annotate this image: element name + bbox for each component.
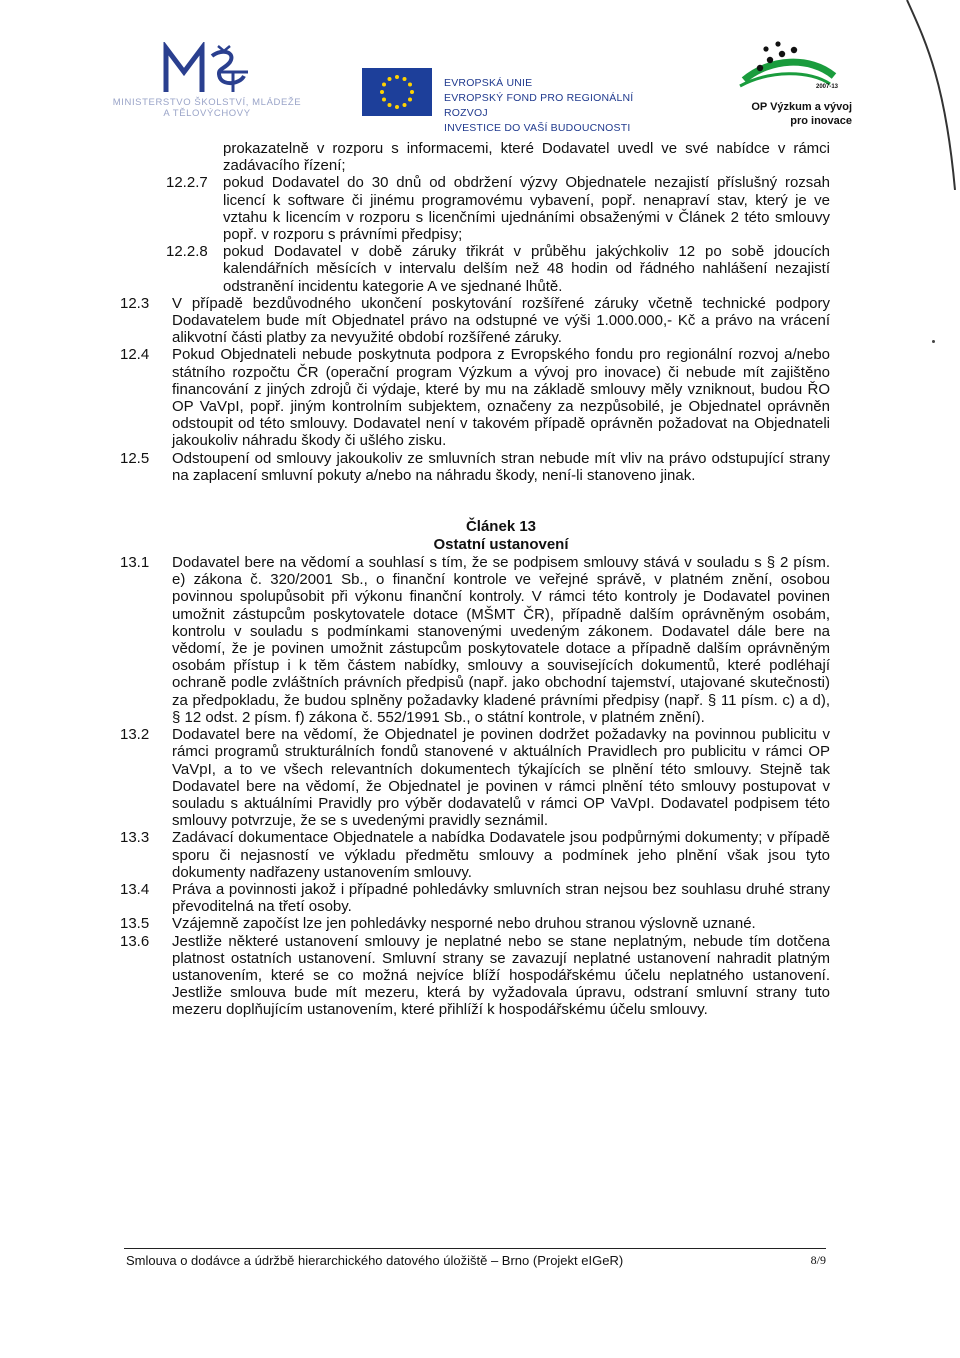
scan-speck <box>932 340 935 343</box>
item-number: 13.5 <box>120 915 150 933</box>
msmt-caption: MINISTERSTVO ŠKOLSTVÍ, MLÁDEŽE A TĚLOVÝCHOVY <box>112 97 302 119</box>
op-caption <box>712 100 852 128</box>
list-item <box>120 174 830 243</box>
eu-caption <box>444 76 662 136</box>
item-number: 12.4 <box>120 346 150 364</box>
article-subtitle: Ostatní ustanovení <box>433 536 569 554</box>
eu-line-1: EVROPSKÁ UNIE <box>444 77 533 89</box>
item-text: Dodavatel bere na vědomí, že Objednatel je povinen dodržet požadavky na povinnou publicitu v rámci programů strukturálních fondů stanovené v aktuálních Pravidlech pro publicitu v rámci OP VaVpI, a to ve všech relevantních dokumentech týkajících se plnění této smlouvy. Stejně tak Dodavatel bere na vědomí, že Objednatel je povinen v rámci plnění této smlouvy postupovat v souladu s aktuálními Pravidly pro výběr dodavatelů v rámci OP VaVpI. Dodavatel podpisem této smlouvy potvrzuje, že se s uvedenými pravidly seznámil. <box>172 726 830 830</box>
item-text: Dodavatel bere na vědomí a souhlasí s tím, že se podpisem smlouvy stává v souladu s § 2 písm. e) zákona č. 320/2001 Sb., o finanční kontrole ve veřejné správě, v platném znění, osobou povinnou spolupůsobit při výkonu finanční kontroly. V rámci této kontroly je Dodavatel povinen umožnit zástupcům poskytovatele dotace (MŠMT ČR), případně dalším oprávněným osobám, kontrolu v souladu s podmínkami stanovenými uvedeným zákonem. Dodavatel dále bere na vědomí, že je povinen umožnit zástupcům poskytovatele dotace a případně dalším oprávněným osobám přístup i k těm částem nabídky, smlouvy a souvisejících dokumentů, které podléhají ochraně podle zvláštních právních předpisů (např. jako obchodní tajemství, utajované skutečnosti) za předpokladu, že budou splněny požadavky kladené právními předpisy (např. § 11 písm. c) a d), § 12 odst. 2 písm. f) zákona č. 552/1991 Sb., o státní kontrole, v platném znění). <box>172 554 830 726</box>
item-number: 12.2.7 <box>166 174 208 192</box>
item-text: Pokud Objednateli nebude poskytnuta podpora z Evropského fondu pro regionální rozvoj a/nebo státního rozpočtu ČR (operační program Výzkum a vývoj pro inovace) či nebude mít zajištěno financování z jiných zdrojů či výdaje, které by mu na základě smlouvy měly vzniknout, budou ŘO OP VaVpI, popř. jiným kontrolním subjektem, označeny za nezpůsobilé, je Objednatel oprávněn odstoupit od této smlouvy. Dodavatel není v takovém případě oprávněn požadovat na Objednateli jakoukoliv náhradu škody či ušlého zisku. <box>172 346 830 450</box>
list-item <box>120 726 830 829</box>
op-years-label: 2007-13 <box>816 84 839 90</box>
item-text: V případě bezdůvodného ukončení poskytování rozšířené záruky včetně technické podpory Dodavatelem bude mít Objednatel právo na odstupné ve výši 1.000.000,- Kč a právo na vrácení alikvotní části platby za nevyužité období rozšířené záruky. <box>172 294 830 347</box>
list-item <box>120 450 830 484</box>
article-title: Článek 13 <box>465 518 537 536</box>
list-item <box>120 829 830 881</box>
msmt-logo-block <box>112 42 302 132</box>
item-number: 13.3 <box>120 829 150 847</box>
item-text: pokud Dodavatel v době záruky třikrát v průběhu jakýchkoliv 12 po sobě jdoucích kalendářních měsících v intervalu delším než 48 hodin od řádného nahlášení nezajistí odstranění incidentu kategorie A ve sjednané lhůtě. <box>223 243 830 295</box>
eu-logo-block <box>362 68 662 134</box>
item-text: pokud Dodavatel do 30 dnů od obdržení výzvy Objednatele nezajistí příslušný rozsah licencí k software či jinému programovému vybavení, popř. nenapraví stav, který je ve vztahu k licencím v rozporu s licenčními ujednáními obsaženými v Článek 2 této smlouvy popř. v rozporu s právními předpisy; <box>223 174 830 244</box>
item-text: Odstoupení od smlouvy jakoukoliv ze smluvních stran nebude mít vliv na právo odstupující strany na zaplacení smluvní pokuty a/nebo na náhradu škody, není-li stanoveno jinak. <box>172 449 830 484</box>
list-item <box>120 915 830 932</box>
list-item <box>120 346 830 449</box>
eu-flag-icon <box>362 68 432 116</box>
document-body <box>120 140 830 1019</box>
item-text: Zadávací dokumentace Objednatele a nabídka Dodavatele jsou podpůrnými dokumenty; v případě sporu či nejasností ve výkladu předmětu smlouvy a podmínek jeho plnění však jsou tyto dokumenty nadřazeny ustanovením smlouvy. <box>172 829 830 881</box>
page-header <box>0 0 960 140</box>
item-text: Práva a povinnosti jakož i případné pohledávky smluvních stran nejsou bez souhlasu druhé strany převoditelná na třetí osoby. <box>172 880 830 916</box>
item-text: Vzájemně započíst lze jen pohledávky nesporné nebo druhou stranou výslovně uznané. <box>172 915 756 933</box>
item-number: 13.6 <box>120 932 150 950</box>
list-item <box>120 295 830 347</box>
page-number: 8/9 <box>810 1253 826 1267</box>
footer-title: Smlouva o dodávce a údržbě hierarchického datového úložiště – Brno (Projekt eIGeR) <box>126 1253 624 1268</box>
eu-line-2: EVROPSKÝ FOND PRO REGIONÁLNÍ ROZVOJ <box>444 92 634 119</box>
op-line-1: OP Výzkum a vývoj <box>751 101 852 113</box>
scan-edge-line <box>905 0 960 190</box>
msmt-logo-icon <box>160 42 250 94</box>
item-number: 12.2.8 <box>166 243 208 261</box>
item-number: 12.5 <box>120 449 150 467</box>
list-item <box>120 554 830 726</box>
continuation-text: prokazatelně v rozporu s informacemi, které Dodavatel uvedl ve své nabídce v rámci zadávacího řízení; <box>223 140 830 175</box>
page-footer <box>124 1248 826 1268</box>
item-number: 13.4 <box>120 880 150 898</box>
list-item <box>120 881 830 915</box>
list-item <box>120 933 830 1019</box>
op-vavpi-logo-icon <box>730 40 840 98</box>
item-number: 12.3 <box>120 294 150 312</box>
item-text: Jestliže některé ustanovení smlouvy je neplatné nebo se stane neplatným, nebude tím dotčena platnost ostatních ustanovení. Smluvní strany se zavazují neplatné ustanovení nahradit platným ustanovením, které se co možná nejvíce blíží hospodářskému účelu neplatného ustanovení. Jestliže smlouva bude mít mezeru, která by vyžadovala úpravu, odstraní smluvní strany tuto mezeru doplňujícím ustanovením, které přihlíží k hospodářskému účelu smlouvy. <box>172 932 830 1019</box>
section-spacer <box>120 484 830 518</box>
op-line-2: pro inovace <box>790 115 852 127</box>
list-item <box>120 243 830 295</box>
item-number: 13.1 <box>120 554 150 572</box>
item-number: 13.2 <box>120 726 150 744</box>
eu-line-3: INVESTICE DO VAŠÍ BUDOUCNOSTI <box>444 122 631 134</box>
op-vavpi-logo-block <box>712 40 862 130</box>
